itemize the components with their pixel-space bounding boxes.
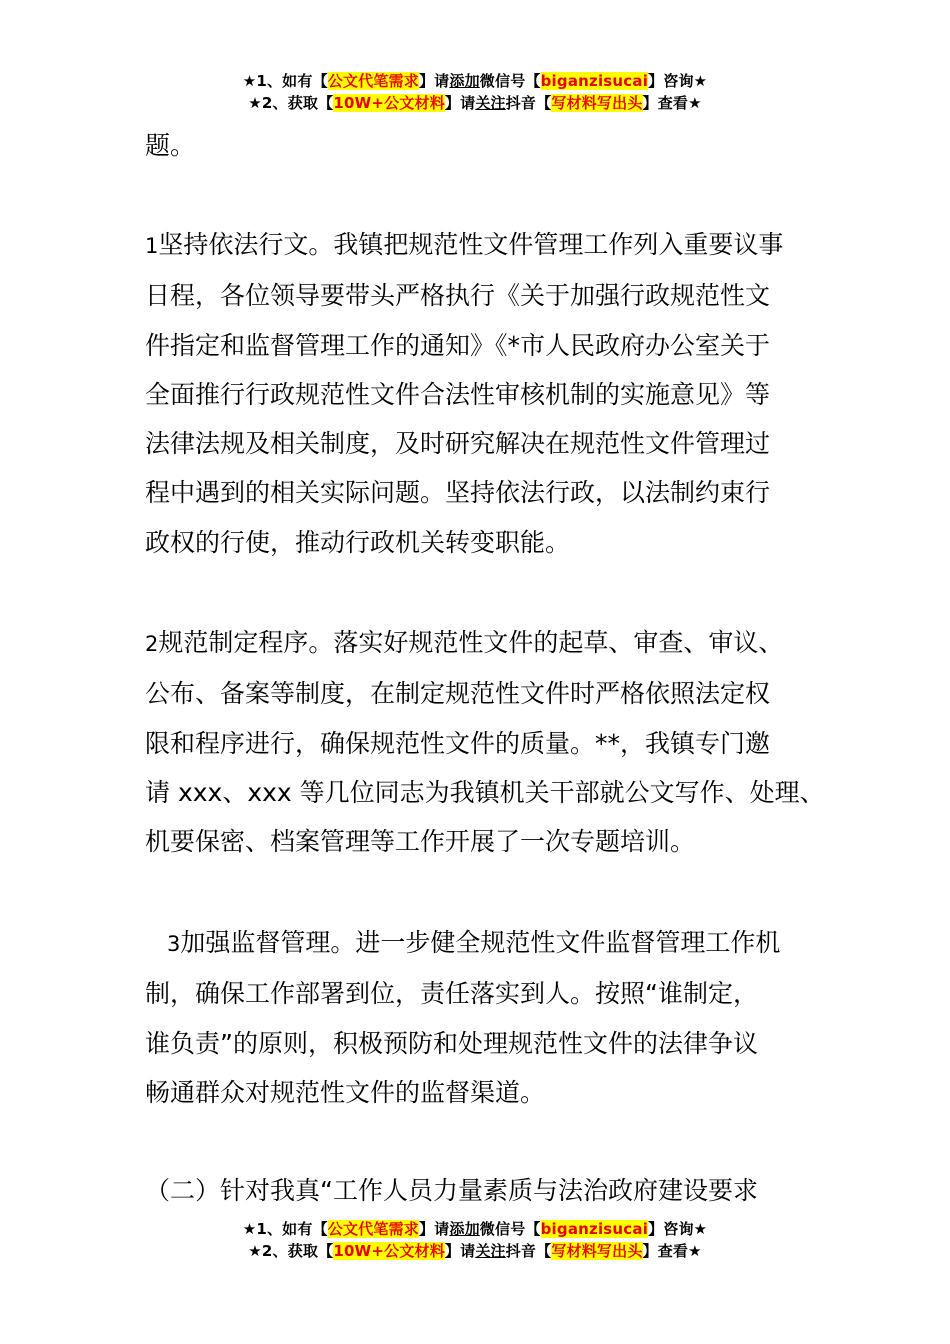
section-2-line: 机要保密、档案管理等工作开展了一次专题培训。 <box>145 827 696 857</box>
section-1-line: 件指定和监督管理工作的通知》《*市人民政府办公室关于 <box>145 330 771 360</box>
section-3 <box>145 918 825 1117</box>
bottom-banner <box>0 1218 950 1262</box>
section-2-line: 限和程序进行，确保规范性文件的质量。**，我镇专门邀 <box>145 728 771 758</box>
banner-line-1: ★1、如有【公文代笔需求】请添加微信号【biganzisucai】咨询★ <box>242 1220 708 1238</box>
section-1-line: 政权的行使，推动行政机关转变职能。 <box>145 527 571 557</box>
highlight-service: 公文代笔需求 <box>327 1220 419 1238</box>
section-1-line: 日程，各位领导要带头严格执行《关于加强行政规范性文 <box>145 281 771 311</box>
section-3-line: 畅通群众对规范性文件的监督渠道。 <box>145 1077 546 1107</box>
highlight-wechat-id: biganzisucai <box>540 1220 649 1238</box>
section-1-line: 1坚持依法行文。我镇把规范性文件管理工作列入重要议事 <box>145 230 784 259</box>
carryover-text: 题。 <box>145 131 196 160</box>
banner-line-2: ★2、获取【10W+公文材料】请关注抖音【写材料写出头】查看★ <box>248 1242 702 1260</box>
section-1-line: 法律法规及相关制度，及时研究解决在规范性文件管理过 <box>145 429 771 459</box>
highlight-materials: 10W+公文材料 <box>333 1242 445 1260</box>
section-2 <box>145 618 825 866</box>
section-1-line: 程中遇到的相关实际问题。坚持依法行政，以法制约束行 <box>145 478 771 508</box>
section-1-line: 全面推行行政规范性文件合法性审核机制的实施意见》等 <box>145 379 771 409</box>
section-2-line: 2规范制定程序。落实好规范性文件的起草、审查、审议、 <box>145 628 784 657</box>
top-banner <box>0 70 950 114</box>
section-3-line: 制，确保工作部署到位，责任落实到人。按照“谁制定， <box>145 979 758 1009</box>
banner-line-2: ★2、获取【10W+公文材料】请关注抖音【写材料写出头】查看★ <box>248 94 702 112</box>
section-2-line: 公布、备案等制度，在制定规范性文件时严格依照法定权 <box>145 679 771 709</box>
section-heading-2: （二）针对我真“工作人员力量素质与法治政府建设要求 <box>145 1176 758 1205</box>
highlight-wechat-id: biganzisucai <box>540 72 649 90</box>
section-3-line: 3加强监督管理。进一步健全规范性文件监督管理工作机 <box>167 928 781 957</box>
section-1 <box>145 220 825 567</box>
highlight-service: 公文代笔需求 <box>327 72 419 90</box>
highlight-materials: 10W+公文材料 <box>333 94 445 112</box>
section-3-line: 谁负责”的原则，积极预防和处理规范性文件的法律争议 <box>145 1028 758 1058</box>
highlight-douyin: 写材料写出头 <box>551 94 643 112</box>
section-2-line: 请 xxx、xxx 等几位同志为我镇机关干部就公文写作、处理、 <box>145 777 825 807</box>
highlight-douyin: 写材料写出头 <box>551 1242 643 1260</box>
banner-line-1: ★1、如有【公文代笔需求】请添加微信号【biganzisucai】咨询★ <box>242 72 708 90</box>
